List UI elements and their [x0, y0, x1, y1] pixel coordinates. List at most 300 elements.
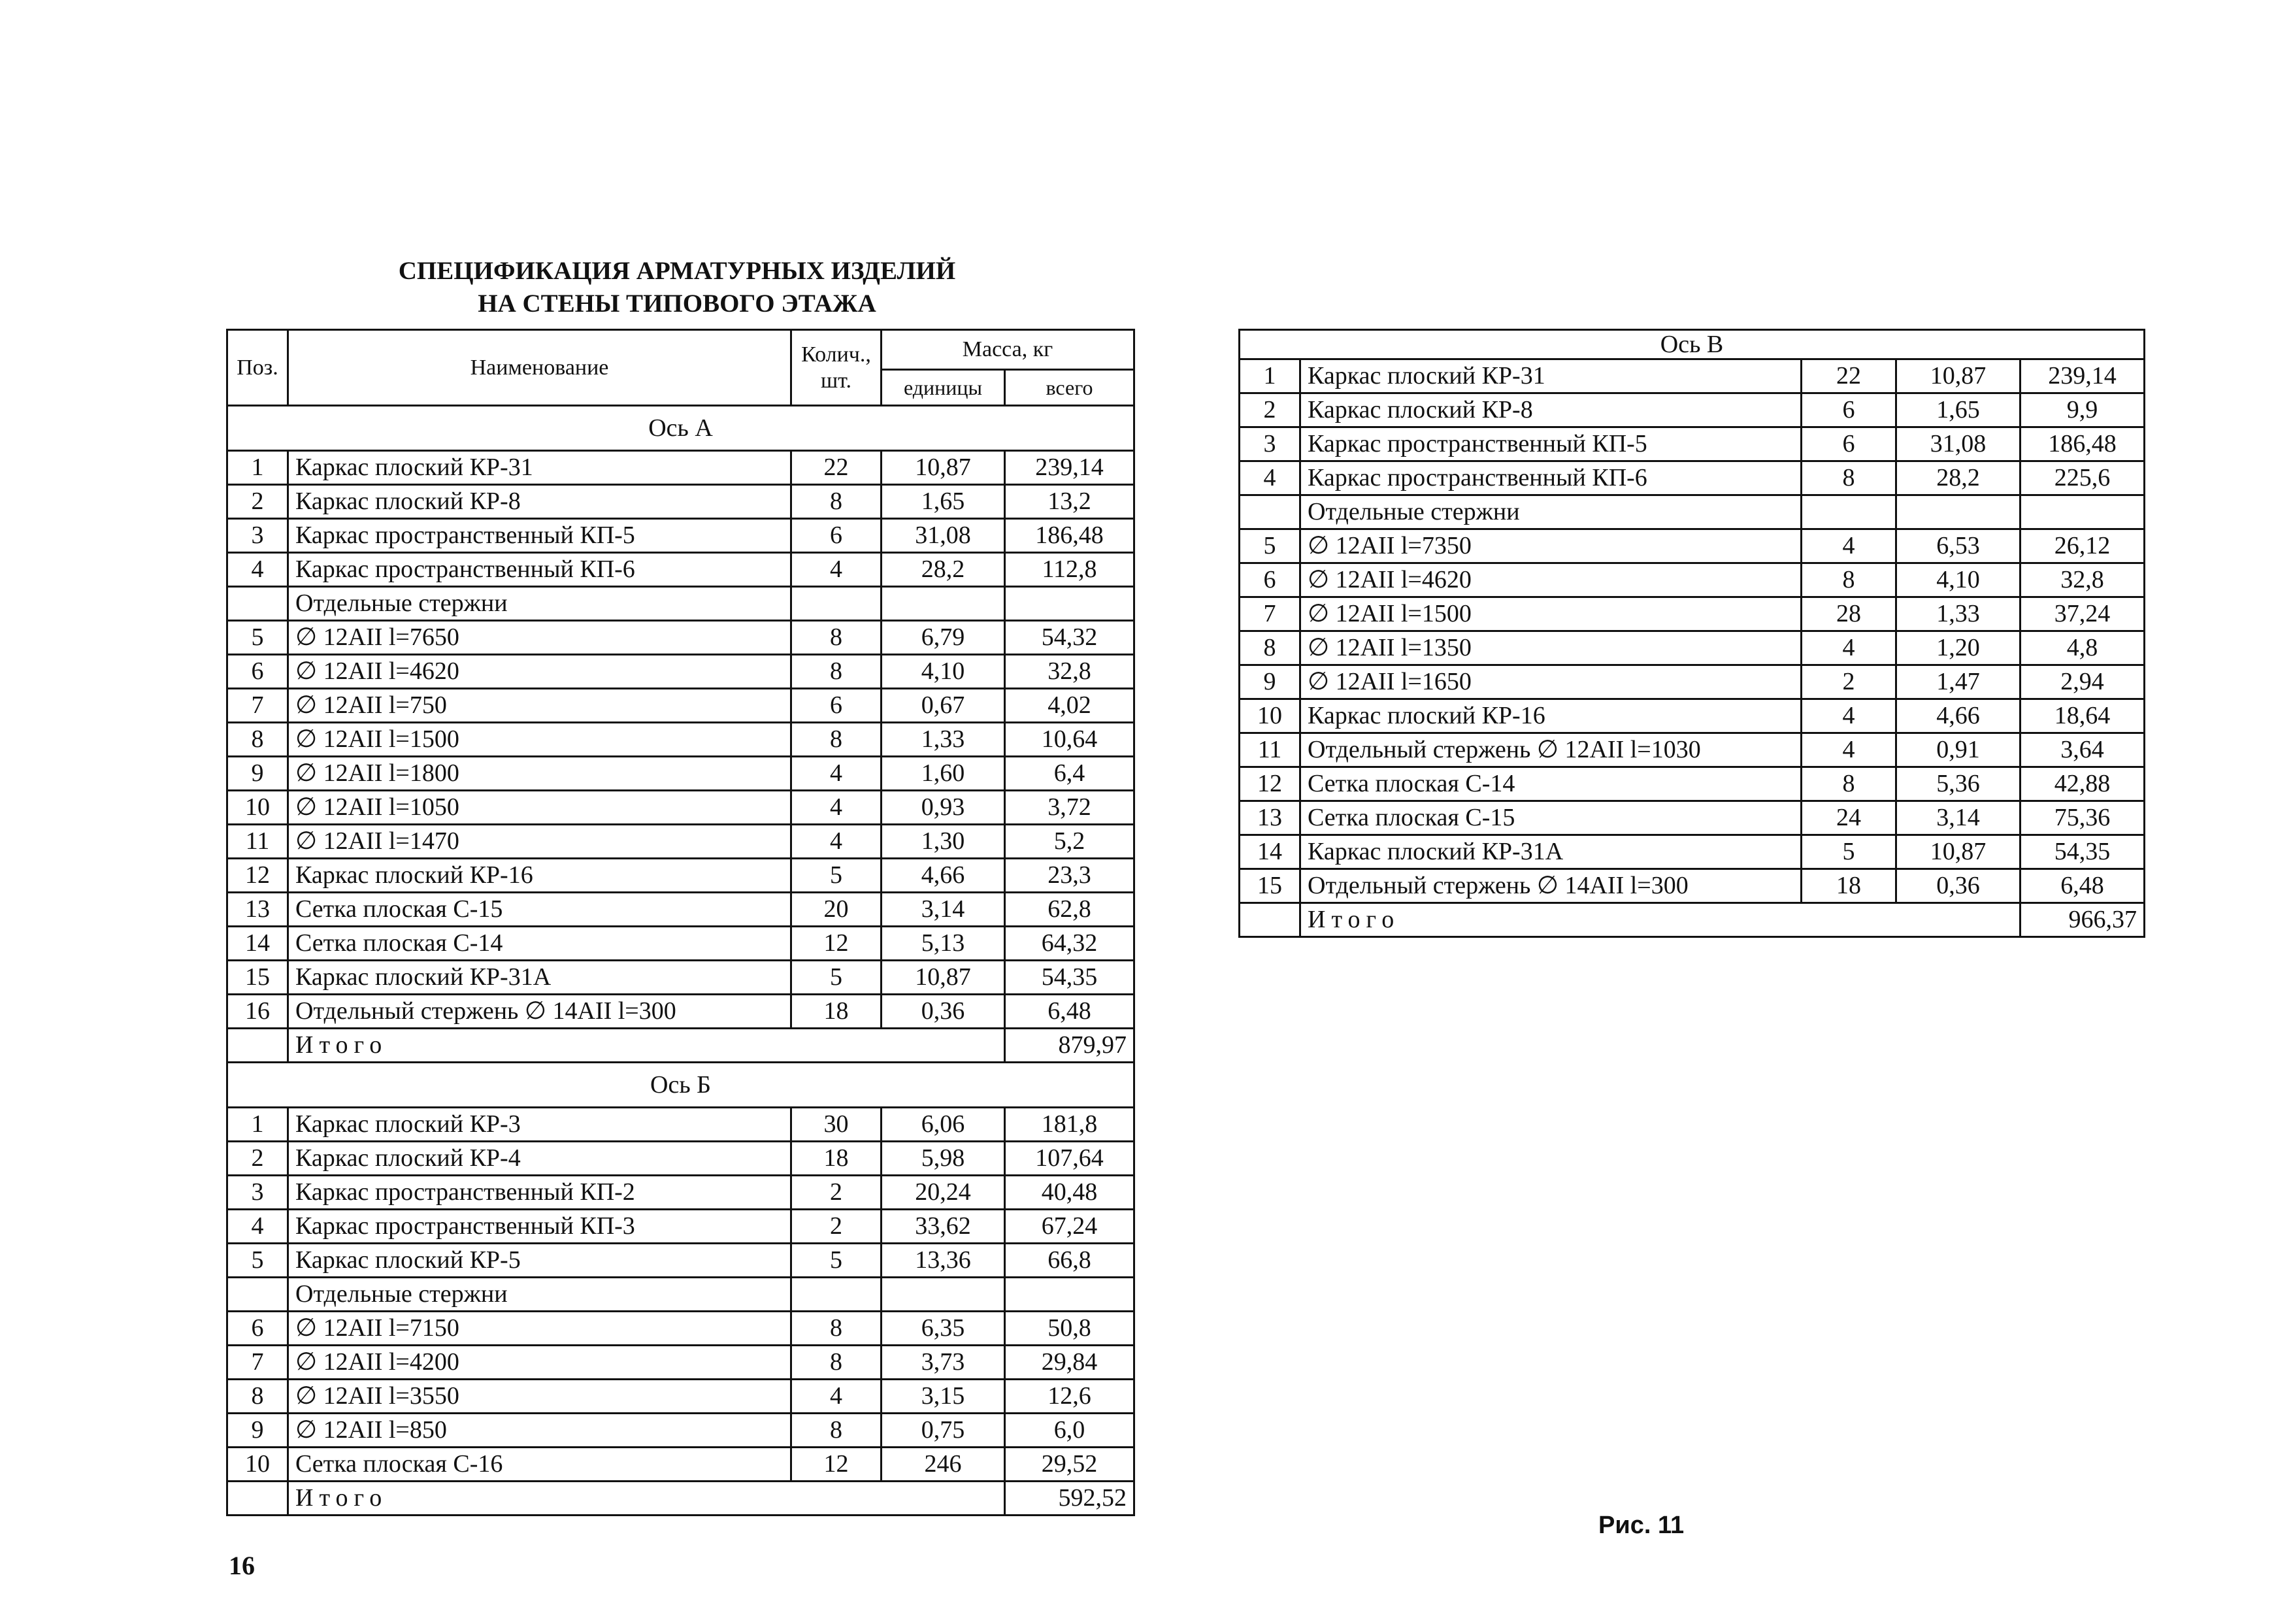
cell-name: Каркас пространственный КП-6 — [288, 553, 791, 587]
cell-qty: 8 — [791, 723, 882, 757]
cell-pos — [227, 587, 288, 621]
cell-mass-unit: 6,53 — [1896, 529, 2021, 563]
cell-mass-unit: 6,06 — [882, 1108, 1005, 1142]
cell-mass-total: 29,84 — [1005, 1346, 1134, 1380]
cell-name: ∅ 12АII l=850 — [288, 1414, 791, 1448]
cell-name: Отдельные стержни — [288, 1278, 791, 1312]
cell-name: ∅ 12АII l=4200 — [288, 1346, 791, 1380]
cell-mass-unit: 33,62 — [882, 1210, 1005, 1244]
axis-a-total — [227, 1029, 1134, 1108]
cell-qty: 18 — [791, 1142, 882, 1176]
cell-mass-total: 6,0 — [1005, 1414, 1134, 1448]
table-row — [1240, 427, 2145, 461]
cell-name: ∅ 12АII l=1050 — [288, 791, 791, 825]
table-row — [227, 1244, 1134, 1278]
cell-name: Каркас пространственный КП-2 — [288, 1176, 791, 1210]
table-row — [1240, 665, 2145, 699]
header-unit: единицы — [882, 370, 1005, 406]
cell-pos — [1240, 495, 1300, 529]
table-row — [227, 995, 1134, 1029]
cell-name: Каркас плоский КР-8 — [288, 485, 791, 519]
cell-name: ∅ 12АII l=7350 — [1300, 529, 1802, 563]
cell-mass-unit: 13,36 — [882, 1244, 1005, 1278]
cell-pos: 16 — [227, 995, 288, 1029]
cell-qty: 8 — [791, 1414, 882, 1448]
cell-name: Каркас пространственный КП-6 — [1300, 461, 1802, 495]
cell-mass-unit: 31,08 — [1896, 427, 2021, 461]
cell-name: ∅ 12АII l=1650 — [1300, 665, 1802, 699]
cell-mass-unit: 10,87 — [1896, 359, 2021, 393]
cell-mass-total: 112,8 — [1005, 553, 1134, 587]
cell-mass-unit: 0,75 — [882, 1414, 1005, 1448]
cell-qty: 6 — [1802, 427, 1896, 461]
cell-mass-total: 67,24 — [1005, 1210, 1134, 1244]
table-row — [227, 1448, 1134, 1482]
spec-table-right — [1238, 329, 2145, 938]
cell-pos: 11 — [227, 825, 288, 859]
total-value: 879,97 — [1005, 1029, 1134, 1063]
table-row — [227, 791, 1134, 825]
header-name: Наименование — [288, 330, 791, 406]
header-total: всего — [1005, 370, 1134, 406]
cell-mass-unit: 6,35 — [882, 1312, 1005, 1346]
cell-pos: 9 — [227, 757, 288, 791]
cell-name: Каркас пространственный КП-3 — [288, 1210, 791, 1244]
cell-mass-unit: 3,73 — [882, 1346, 1005, 1380]
cell-qty: 20 — [791, 893, 882, 927]
section-axis-b — [227, 1063, 1134, 1108]
table-row — [1240, 359, 2145, 393]
cell-mass-total: 181,8 — [1005, 1108, 1134, 1142]
cell-name: Сетка плоская С-15 — [288, 893, 791, 927]
cell-qty: 6 — [791, 519, 882, 553]
cell-mass-unit: 3,14 — [1896, 801, 2021, 835]
total-label: Итого — [288, 1482, 1005, 1516]
cell-mass-total: 13,2 — [1005, 485, 1134, 519]
cell-qty: 22 — [791, 451, 882, 485]
cell-qty: 12 — [791, 1448, 882, 1482]
cell-mass-total: 9,9 — [2021, 393, 2145, 427]
table-row — [227, 723, 1134, 757]
cell-mass-total: 29,52 — [1005, 1448, 1134, 1482]
cell-name: Сетка плоская С-14 — [1300, 767, 1802, 801]
cell-mass-total: 186,48 — [1005, 519, 1134, 553]
cell-name: ∅ 12АII l=7150 — [288, 1312, 791, 1346]
cell-mass-unit: 1,47 — [1896, 665, 2021, 699]
cell-mass-unit: 0,93 — [882, 791, 1005, 825]
table-row — [1240, 767, 2145, 801]
cell-mass-total: 18,64 — [2021, 699, 2145, 733]
table-row — [227, 1142, 1134, 1176]
section-label: Ось Б — [227, 1063, 1134, 1108]
header-mass: Масса, кг — [882, 330, 1134, 370]
cell-name: Каркас плоский КР-3 — [288, 1108, 791, 1142]
total-row — [1240, 903, 2145, 937]
cell-mass-total: 4,8 — [2021, 631, 2145, 665]
cell-mass-unit: 3,15 — [882, 1380, 1005, 1414]
cell-pos: 8 — [227, 723, 288, 757]
cell-name: Отдельный стержень ∅ 14АII l=300 — [288, 995, 791, 1029]
cell-pos: 1 — [227, 1108, 288, 1142]
cell-pos: 14 — [227, 927, 288, 961]
table-row — [227, 859, 1134, 893]
cell-qty: 8 — [1802, 563, 1896, 597]
cell-pos: 6 — [1240, 563, 1300, 597]
cell-mass-total — [1005, 587, 1134, 621]
cell-pos: 7 — [227, 689, 288, 723]
cell-name: Каркас пространственный КП-5 — [1300, 427, 1802, 461]
table-row — [227, 621, 1134, 655]
table-row — [227, 1380, 1134, 1414]
cell-pos: 2 — [227, 485, 288, 519]
cell-mass-total: 40,48 — [1005, 1176, 1134, 1210]
cell-qty: 4 — [1802, 699, 1896, 733]
cell-mass-total: 42,88 — [2021, 767, 2145, 801]
cell-mass-total: 2,94 — [2021, 665, 2145, 699]
cell-mass-unit: 4,66 — [1896, 699, 2021, 733]
total-label: Итого — [288, 1029, 1005, 1063]
cell-pos: 9 — [227, 1414, 288, 1448]
cell-mass-total: 26,12 — [2021, 529, 2145, 563]
cell-mass-total — [2021, 495, 2145, 529]
table-row — [1240, 801, 2145, 835]
cell-mass-unit: 28,2 — [1896, 461, 2021, 495]
cell-pos: 12 — [227, 859, 288, 893]
total-label: Итого — [1300, 903, 2021, 937]
cell-name: Каркас плоский КР-31 — [1300, 359, 1802, 393]
cell-mass-total: 239,14 — [1005, 451, 1134, 485]
cell-mass-total: 10,64 — [1005, 723, 1134, 757]
header-row — [227, 330, 1134, 370]
cell-mass-unit: 5,36 — [1896, 767, 2021, 801]
cell-pos: 6 — [227, 655, 288, 689]
cell-qty: 8 — [1802, 461, 1896, 495]
cell-name: ∅ 12АII l=7650 — [288, 621, 791, 655]
axis-b-total — [227, 1482, 1134, 1516]
axis-b-rows — [227, 1108, 1134, 1482]
cell-pos: 5 — [227, 1244, 288, 1278]
table-row — [1240, 393, 2145, 427]
cell-mass-unit: 31,08 — [882, 519, 1005, 553]
cell-name: Каркас пространственный КП-5 — [288, 519, 791, 553]
cell-qty — [791, 1278, 882, 1312]
total-pos-cell — [227, 1029, 288, 1063]
cell-qty — [1802, 495, 1896, 529]
cell-name: Отдельные стержни — [1300, 495, 1802, 529]
table-row — [227, 519, 1134, 553]
cell-pos: 7 — [227, 1346, 288, 1380]
cell-mass-unit: 10,87 — [882, 451, 1005, 485]
cell-mass-total: 54,32 — [1005, 621, 1134, 655]
axis-v-rows — [1240, 359, 2145, 903]
cell-mass-unit — [1896, 495, 2021, 529]
cell-mass-total: 6,4 — [1005, 757, 1134, 791]
cell-pos: 5 — [227, 621, 288, 655]
cell-mass-total: 32,8 — [2021, 563, 2145, 597]
cell-mass-unit: 1,33 — [1896, 597, 2021, 631]
cell-pos: 4 — [1240, 461, 1300, 495]
table-row — [1240, 563, 2145, 597]
axis-v-total — [1240, 903, 2145, 937]
cell-mass-unit: 1,65 — [1896, 393, 2021, 427]
cell-pos: 15 — [227, 961, 288, 995]
cell-mass-total: 4,02 — [1005, 689, 1134, 723]
cell-mass-total: 3,64 — [2021, 733, 2145, 767]
total-value: 966,37 — [2021, 903, 2145, 937]
cell-qty: 22 — [1802, 359, 1896, 393]
table-row — [227, 927, 1134, 961]
cell-name: Сетка плоская С-14 — [288, 927, 791, 961]
cell-pos: 2 — [227, 1142, 288, 1176]
cell-pos: 9 — [1240, 665, 1300, 699]
cell-name: ∅ 12АII l=3550 — [288, 1380, 791, 1414]
cell-qty: 12 — [791, 927, 882, 961]
cell-name: ∅ 12АII l=1500 — [288, 723, 791, 757]
cell-pos: 10 — [227, 791, 288, 825]
table-row — [227, 553, 1134, 587]
cell-mass-unit: 10,87 — [1896, 835, 2021, 869]
cell-mass-unit — [882, 587, 1005, 621]
cell-qty: 4 — [791, 825, 882, 859]
cell-mass-total: 3,72 — [1005, 791, 1134, 825]
table-row — [1240, 597, 2145, 631]
cell-name: Каркас плоский КР-4 — [288, 1142, 791, 1176]
table-row — [1240, 869, 2145, 903]
cell-pos: 6 — [227, 1312, 288, 1346]
cell-qty: 18 — [791, 995, 882, 1029]
cell-mass-total: 23,3 — [1005, 859, 1134, 893]
cell-pos: 5 — [1240, 529, 1300, 563]
spec-title — [226, 255, 1128, 320]
cell-pos: 7 — [1240, 597, 1300, 631]
table-row — [227, 1278, 1134, 1312]
cell-qty: 4 — [791, 757, 882, 791]
cell-mass-unit: 4,10 — [882, 655, 1005, 689]
cell-pos: 4 — [227, 553, 288, 587]
cell-name: Каркас плоский КР-31А — [288, 961, 791, 995]
cell-pos: 3 — [1240, 427, 1300, 461]
cell-qty: 28 — [1802, 597, 1896, 631]
table-row — [227, 1108, 1134, 1142]
cell-mass-unit: 20,24 — [882, 1176, 1005, 1210]
cell-qty: 2 — [791, 1210, 882, 1244]
cell-name: Сетка плоская С-15 — [1300, 801, 1802, 835]
cell-mass-total: 54,35 — [2021, 835, 2145, 869]
total-value: 592,52 — [1005, 1482, 1134, 1516]
cell-mass-total: 62,8 — [1005, 893, 1134, 927]
cell-qty: 4 — [1802, 529, 1896, 563]
cell-mass-total: 32,8 — [1005, 655, 1134, 689]
title-line-2: НА СТЕНЫ ТИПОВОГО ЭТАЖА — [478, 290, 876, 318]
cell-mass-unit: 6,79 — [882, 621, 1005, 655]
cell-name: Каркас плоский КР-16 — [1300, 699, 1802, 733]
table-row — [227, 1312, 1134, 1346]
cell-name: ∅ 12АII l=1470 — [288, 825, 791, 859]
cell-qty: 4 — [1802, 733, 1896, 767]
table-row — [227, 1414, 1134, 1448]
cell-qty: 8 — [791, 485, 882, 519]
cell-qty: 24 — [1802, 801, 1896, 835]
table-row — [227, 689, 1134, 723]
cell-name: ∅ 12АII l=4620 — [1300, 563, 1802, 597]
cell-qty: 8 — [1802, 767, 1896, 801]
cell-pos: 4 — [227, 1210, 288, 1244]
section-axis-a — [227, 406, 1134, 451]
cell-pos: 1 — [227, 451, 288, 485]
cell-qty: 4 — [791, 791, 882, 825]
cell-mass-total: 66,8 — [1005, 1244, 1134, 1278]
table-row — [1240, 631, 2145, 665]
cell-qty: 4 — [791, 1380, 882, 1414]
cell-pos — [227, 1278, 288, 1312]
cell-pos: 8 — [1240, 631, 1300, 665]
cell-qty: 5 — [791, 859, 882, 893]
table-row — [1240, 529, 2145, 563]
table-row — [227, 451, 1134, 485]
table-row — [227, 893, 1134, 927]
total-pos-cell — [227, 1482, 288, 1516]
section-label: Ось В — [1240, 330, 2145, 359]
cell-qty: 6 — [1802, 393, 1896, 427]
cell-name: Каркас плоский КР-5 — [288, 1244, 791, 1278]
cell-qty: 8 — [791, 621, 882, 655]
cell-mass-total: 5,2 — [1005, 825, 1134, 859]
cell-mass-total: 64,32 — [1005, 927, 1134, 961]
spec-table-right-head — [1240, 330, 2145, 359]
title-line-1: СПЕЦИФИКАЦИЯ АРМАТУРНЫХ ИЗДЕЛИЙ — [398, 257, 956, 285]
cell-mass-unit: 0,36 — [1896, 869, 2021, 903]
cell-name: Сетка плоская С-16 — [288, 1448, 791, 1482]
cell-qty — [791, 587, 882, 621]
cell-mass-total: 6,48 — [2021, 869, 2145, 903]
cell-qty: 30 — [791, 1108, 882, 1142]
cell-qty: 5 — [791, 961, 882, 995]
table-row — [1240, 461, 2145, 495]
cell-qty: 8 — [791, 655, 882, 689]
spec-table-left-body — [227, 330, 1134, 451]
cell-mass-unit: 1,30 — [882, 825, 1005, 859]
cell-mass-unit: 0,67 — [882, 689, 1005, 723]
table-row — [227, 961, 1134, 995]
cell-mass-unit: 5,98 — [882, 1142, 1005, 1176]
cell-name: ∅ 12АII l=1800 — [288, 757, 791, 791]
table-row — [227, 1176, 1134, 1210]
cell-mass-unit: 1,65 — [882, 485, 1005, 519]
cell-name: Отдельный стержень ∅ 14АII l=300 — [1300, 869, 1802, 903]
cell-qty: 18 — [1802, 869, 1896, 903]
table-row — [227, 1346, 1134, 1380]
cell-pos: 8 — [227, 1380, 288, 1414]
cell-pos: 3 — [227, 519, 288, 553]
cell-name: ∅ 12АII l=750 — [288, 689, 791, 723]
cell-mass-unit: 10,87 — [882, 961, 1005, 995]
cell-mass-unit: 28,2 — [882, 553, 1005, 587]
cell-qty: 4 — [791, 553, 882, 587]
total-row — [227, 1482, 1134, 1516]
cell-pos: 11 — [1240, 733, 1300, 767]
cell-mass-unit: 3,14 — [882, 893, 1005, 927]
header-qty: Колич., шт. — [791, 330, 882, 406]
cell-mass-unit: 1,60 — [882, 757, 1005, 791]
table-row — [227, 587, 1134, 621]
table-row — [1240, 733, 2145, 767]
cell-mass-total: 186,48 — [2021, 427, 2145, 461]
table-row — [227, 825, 1134, 859]
cell-pos: 1 — [1240, 359, 1300, 393]
section-label: Ось А — [227, 406, 1134, 451]
cell-mass-total: 37,24 — [2021, 597, 2145, 631]
cell-pos: 10 — [1240, 699, 1300, 733]
cell-qty: 8 — [791, 1312, 882, 1346]
table-row — [1240, 699, 2145, 733]
table-row — [227, 757, 1134, 791]
cell-pos: 13 — [227, 893, 288, 927]
cell-mass-total — [1005, 1278, 1134, 1312]
cell-name: ∅ 12АII l=1500 — [1300, 597, 1802, 631]
cell-mass-unit: 1,33 — [882, 723, 1005, 757]
cell-name: ∅ 12АII l=1350 — [1300, 631, 1802, 665]
total-row — [227, 1029, 1134, 1063]
cell-mass-unit: 246 — [882, 1448, 1005, 1482]
cell-qty: 5 — [1802, 835, 1896, 869]
cell-mass-total: 6,48 — [1005, 995, 1134, 1029]
cell-mass-unit: 4,66 — [882, 859, 1005, 893]
cell-qty: 2 — [791, 1176, 882, 1210]
table-row — [227, 655, 1134, 689]
cell-mass-unit: 5,13 — [882, 927, 1005, 961]
page-number: 16 — [229, 1551, 255, 1580]
cell-pos: 2 — [1240, 393, 1300, 427]
table-row — [1240, 495, 2145, 529]
cell-mass-unit: 1,20 — [1896, 631, 2021, 665]
cell-name: Отдельные стержни — [288, 587, 791, 621]
cell-mass-total: 225,6 — [2021, 461, 2145, 495]
cell-name: Отдельный стержень ∅ 12АII l=1030 — [1300, 733, 1802, 767]
cell-mass-total: 54,35 — [1005, 961, 1134, 995]
table-row — [227, 485, 1134, 519]
figure-label: Рис. 11 — [1598, 1512, 1685, 1539]
section-axis-v — [1240, 330, 2145, 359]
cell-mass-total: 50,8 — [1005, 1312, 1134, 1346]
cell-qty: 5 — [791, 1244, 882, 1278]
cell-qty: 2 — [1802, 665, 1896, 699]
cell-mass-unit — [882, 1278, 1005, 1312]
cell-pos: 12 — [1240, 767, 1300, 801]
cell-pos: 3 — [227, 1176, 288, 1210]
total-pos-cell — [1240, 903, 1300, 937]
cell-pos: 10 — [227, 1448, 288, 1482]
cell-name: ∅ 12АII l=4620 — [288, 655, 791, 689]
cell-name: Каркас плоский КР-31 — [288, 451, 791, 485]
cell-mass-total: 107,64 — [1005, 1142, 1134, 1176]
cell-mass-unit: 0,91 — [1896, 733, 2021, 767]
cell-pos: 14 — [1240, 835, 1300, 869]
cell-mass-total: 239,14 — [2021, 359, 2145, 393]
cell-mass-total: 75,36 — [2021, 801, 2145, 835]
cell-mass-total: 12,6 — [1005, 1380, 1134, 1414]
cell-name: Каркас плоский КР-31А — [1300, 835, 1802, 869]
spec-table-left — [226, 329, 1135, 1516]
cell-name: Каркас плоский КР-8 — [1300, 393, 1802, 427]
cell-mass-unit: 4,10 — [1896, 563, 2021, 597]
cell-qty: 6 — [791, 689, 882, 723]
cell-pos: 13 — [1240, 801, 1300, 835]
cell-pos: 15 — [1240, 869, 1300, 903]
cell-name: Каркас плоский КР-16 — [288, 859, 791, 893]
cell-qty: 4 — [1802, 631, 1896, 665]
header-pos: Поз. — [227, 330, 288, 406]
axis-a-rows — [227, 451, 1134, 1029]
